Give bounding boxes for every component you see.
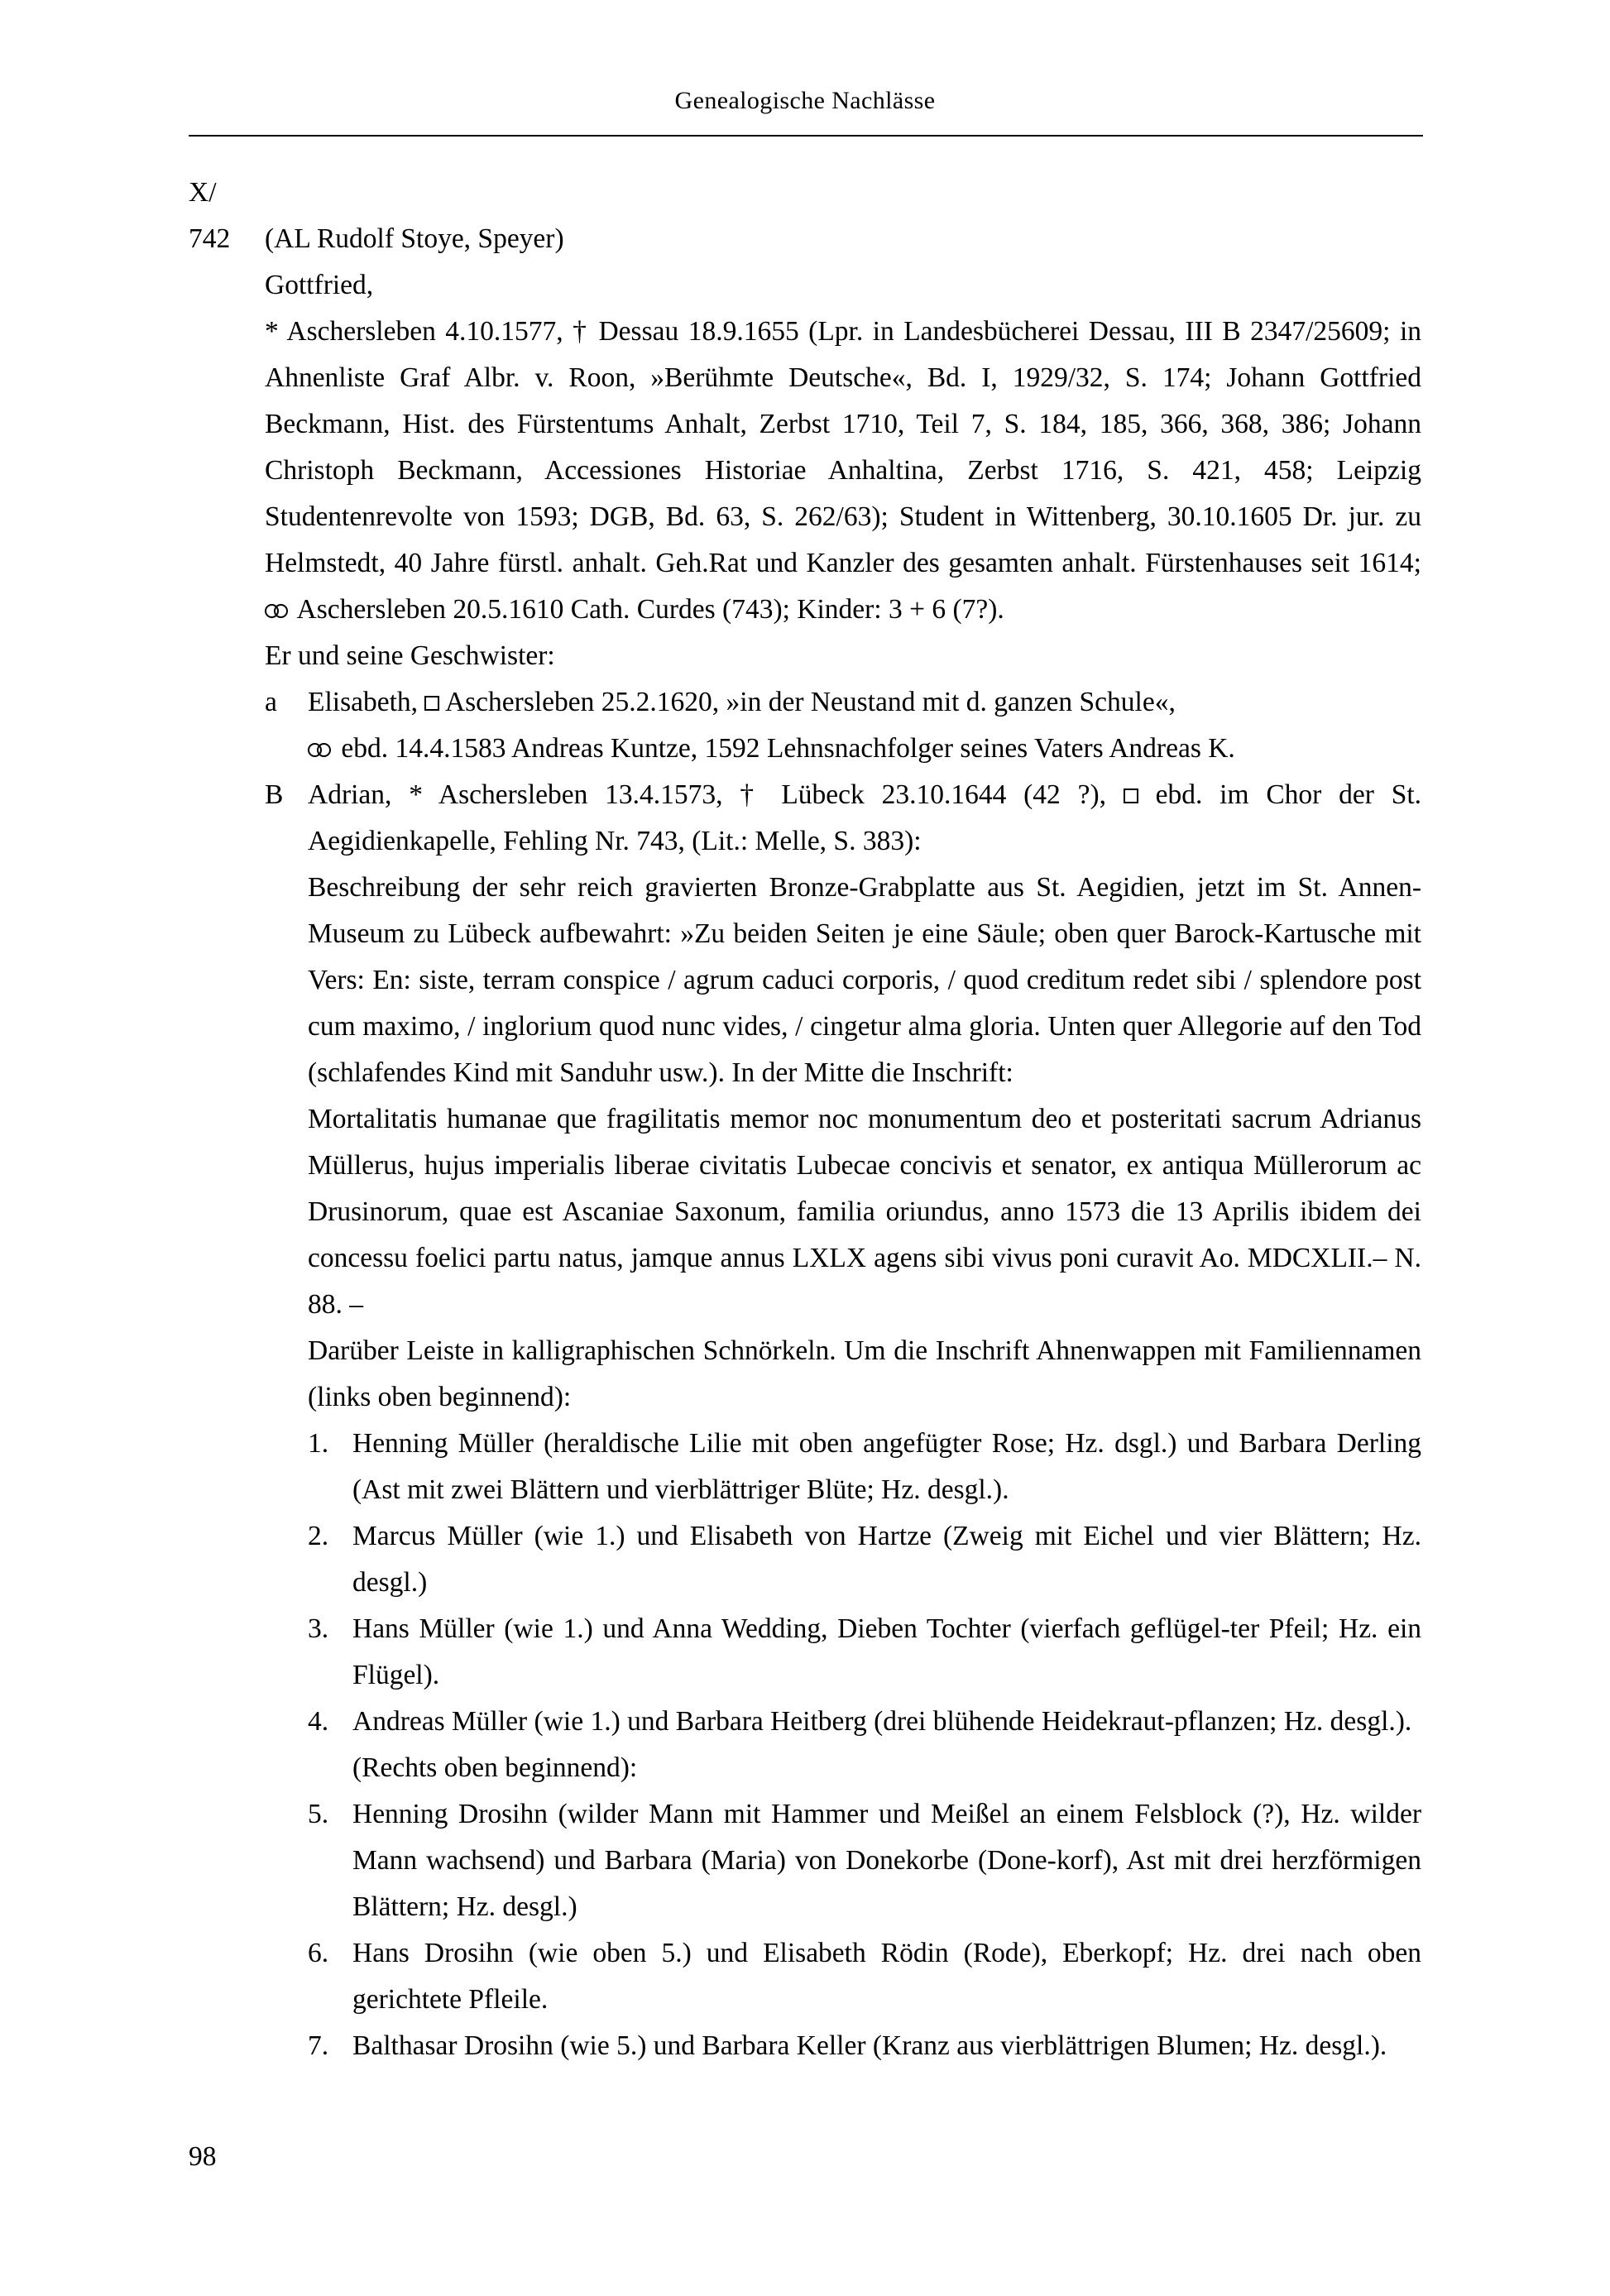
arms-text: Henning Müller (heraldische Lilie mit oben angefügter Rose; Hz. dsgl.) und Barbara Derling (Ast mit zwei Blättern und vierblättriger Blüte; Hz. desgl.). xyxy=(352,1428,1421,1505)
sibling-item-a xyxy=(265,679,1421,726)
arms-text: Andreas Müller (wie 1.) und Barbara Heitberg (drei blühende Heidekraut-pflanzen; Hz. desgl.). xyxy=(352,1706,1412,1737)
biography-text: * Aschersleben 4.10.1577, † Dessau 18.9.1655 (Lpr. in Landesbücherei Dessau, III B 2347/25609; in Ahnenliste Graf Albr. v. Roon, »Berühmte Deutsche«, Bd. I, 1929/32, S. 174; Johann Gottfried Beckmann, Hist. des Fürstentums Anhalt, Zerbst 1710, Teil 7, S. 184, 185, 366, 368, 386; Johann Christoph Beckmann, Accessiones Historiae Anhaltina, Zerbst 1716, S. 421, 458; Leipzig Studentenrevolte von 1593; DGB, Bd. 63, S. 262/63); Student in Wittenberg, 30.10.1605 Dr. jur. zu Helmstedt, 40 Jahre fürstl. anhalt. Geh.Rat und Kanzler des gesamten anhalt. Fürstenhauses seit 1614; xyxy=(265,316,1421,578)
biography-tail-text: Aschersleben 20.5.1610 Cath. Curdes (743); Kinder: 3 + 6 (7?). xyxy=(296,594,1004,625)
arms-text: Marcus Müller (wie 1.) und Elisabeth von Hartze (Zweig mit Eichel und vier Blättern; Hz. desgl.) xyxy=(352,1521,1421,1598)
sibling-item-b xyxy=(265,772,1421,865)
sibling-a-marriage-text: ebd. 14.4.1583 Andreas Kuntze, 1592 Lehnsnachfolger seines Vaters Andreas K. xyxy=(341,733,1235,764)
arms-item xyxy=(308,1699,1421,1745)
arms-item xyxy=(308,1421,1421,1513)
arms-item xyxy=(308,1513,1421,1606)
sibling-a-detail: Aschersleben 25.2.1620, »in der Neustand mit d. ganzen Schule«, xyxy=(444,687,1176,717)
arms-intro: Darüber Leiste in kalligraphischen Schnörkeln. Um die Inschrift Ahnenwappen mit Familiennamen (links oben beginnend): xyxy=(308,1335,1421,1412)
sibling-marker-a: a xyxy=(265,687,277,717)
sibling-body-b xyxy=(308,772,1421,865)
grave-plate-description: Beschreibung der sehr reich gravierten Bronze-Grabplatte aus St. Aegidien, jetzt im St. Annen-Museum zu Lübeck aufbewahrt: »Zu beiden Seiten je eine Säule; oben quer Barock-Kartusche mit Vers: En: siste, terram conspice / agrum caduci corporis, / quod creditum redet sibi / splendore post cum maximo, / inglorium quod nunc vides, / cingetur alma gloria. Unten quer Allegorie auf den Tod (schlafendes Kind mit Sanduhr usw.). In der Mitte die Inschrift: xyxy=(308,872,1421,1088)
sibling-a-marriage-row xyxy=(308,726,1421,772)
entry-header-row xyxy=(189,216,1421,262)
section-label: X/ xyxy=(189,177,217,208)
entry-source: (AL Rudolf Stoye, Speyer) xyxy=(265,223,564,254)
arms-number: 5. xyxy=(308,1799,329,1829)
arms-number: 6. xyxy=(308,1938,329,1968)
entry-biography xyxy=(265,309,1421,633)
marriage-oo-icon xyxy=(308,741,334,758)
arms-item xyxy=(308,2023,1421,2069)
arms-item xyxy=(308,1930,1421,2023)
running-head: Genealogische Nachlässe xyxy=(674,87,936,114)
sibling-marker-b: B xyxy=(265,779,284,810)
arms-right-intro: (Rechts oben beginnend): xyxy=(352,1752,638,1783)
entry-number: 742 xyxy=(189,223,231,254)
entry-given-name: Gottfried, xyxy=(265,270,374,300)
arms-text: Hans Drosihn (wie oben 5.) und Elisabeth Rödin (Rode), Eberkopf; Hz. drei nach oben gerichtete Pfleile. xyxy=(352,1938,1421,2015)
arms-number: 7. xyxy=(308,2030,329,2061)
sibling-a-marriage xyxy=(308,726,1421,772)
arms-item xyxy=(308,1606,1421,1699)
arms-number: 1. xyxy=(308,1428,329,1459)
arms-number: 3. xyxy=(308,1613,329,1644)
arms-item xyxy=(308,1791,1421,1930)
arms-text: Balthasar Drosihn (wie 5.) und Barbara Keller (Kranz aus vierblättrigen Blumen; Hz. desgl.). xyxy=(352,2030,1387,2061)
latin-inscription: Mortalitatis humanae que fragilitatis memor noc monumentum deo et posteritati sacrum Adrianus Müllerus, hujus imperialis liberae civitatis Lubecae concivis et senator, ex antiqua Müllerorum ac Drusinorum, quae est Ascaniae Saxonum, familia oriundus, anno 1573 die 13 Aprilis ibidem dei concessu foelici partu natus, jamque annus LXLX agens sibi vivus poni curavit Ao. MDCXLII.– N. 88. – xyxy=(308,1104,1421,1320)
burial-square-icon xyxy=(424,696,439,711)
marriage-oo-icon xyxy=(265,602,291,619)
arms-text: Henning Drosihn (wilder Mann mit Hammer und Meißel an einem Felsblock (?), Hz. wilder Mann wachsend) und Barbara (Maria) von Donekorbe (Done-korf), Ast mit drei herzförmigen Blättern; Hz. desgl.) xyxy=(352,1799,1421,1922)
header-rule xyxy=(189,135,1423,137)
siblings-intro: Er und seine Geschwister: xyxy=(265,640,555,671)
sibling-b-name: Adrian, * Aschersleben 13.4.1573, † Lübeck 23.10.1644 (42 ?), xyxy=(308,779,1106,810)
arms-text: Hans Müller (wie 1.) und Anna Wedding, Dieben Tochter (vierfach geflügel-ter Pfeil; Hz. ein Flügel). xyxy=(352,1613,1421,1690)
arms-number: 2. xyxy=(308,1521,329,1551)
page-number: 98 xyxy=(189,2141,217,2172)
sibling-a-name: Elisabeth, xyxy=(308,687,419,717)
arms-number: 4. xyxy=(308,1706,329,1737)
burial-square-icon xyxy=(1124,789,1138,803)
sibling-body-a xyxy=(308,679,1421,726)
page-body xyxy=(189,170,1421,2069)
sibling-b-detail: ebd. im Chor der St. Aegidienkapelle, Fehling Nr. 743, (Lit.: Melle, S. 383): xyxy=(308,779,1422,856)
